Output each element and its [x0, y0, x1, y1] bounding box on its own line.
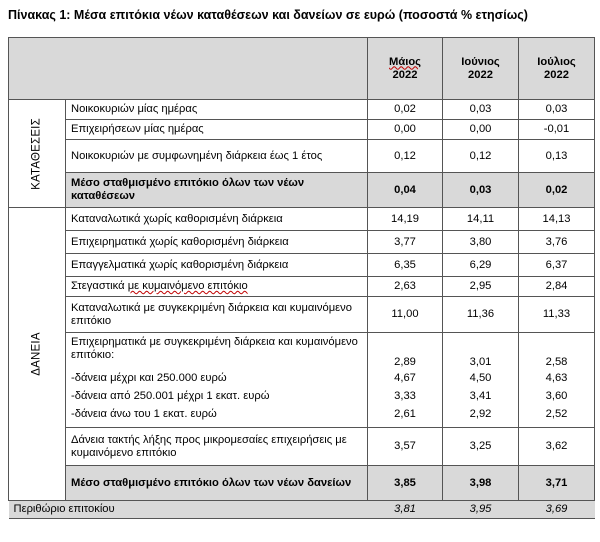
table-row: -δάνεια από 250.001 μέχρι 1 εκατ. ευρώ 3,33 3,41 3,60	[9, 388, 595, 406]
row-label: Επαγγελματικά χωρίς καθορισμένη διάρκεια	[66, 254, 368, 277]
row-label: Επιχειρήσεων μίας ημέρας	[66, 120, 368, 140]
table-row: Καταναλωτικά με συγκεκριμένη διάρκεια και κυμαινόμενο επιτόκιο 11,00 11,36 11,33	[9, 297, 595, 333]
row-label: Επιχειρηματικά χωρίς καθορισμένη διάρκεια	[66, 231, 368, 254]
row-label: -δάνεια μέχρι και 250.000 ευρώ	[66, 370, 368, 388]
row-label: Καταναλωτικά με συγκεκριμένη διάρκεια και κυμαινόμενο επιτόκιο	[66, 297, 368, 333]
row-label: Επιχειρηματικά με συγκεκριμένη διάρκεια και κυμαινόμενο επιτόκιο:	[66, 333, 368, 370]
row-label: Μέσο σταθμισμένο επιτόκιο όλων των νέων δανείων	[66, 466, 368, 501]
row-label: Καταναλωτικά χωρίς καθορισμένη διάρκεια	[66, 208, 368, 231]
header-blank	[9, 38, 368, 100]
table-row: Επαγγελματικά χωρίς καθορισμένη διάρκεια 6,35 6,29 6,37	[9, 254, 595, 277]
margin-row: Περιθώριο επιτοκίου 3,81 3,95 3,69	[9, 501, 595, 519]
row-label: Στεγαστικά με κυμαινόμενο επιτόκιο	[66, 277, 368, 297]
col-header-may: Μάιος 2022	[368, 38, 443, 100]
loans-average-row: Μέσο σταθμισμένο επιτόκιο όλων των νέων δανείων 3,85 3,98 3,71	[9, 466, 595, 501]
table-row: Επιχειρήσεων μίας ημέρας 0,00 0,00 -0,01	[9, 120, 595, 140]
row-label: Περιθώριο επιτοκίου	[9, 501, 368, 519]
table-row: Δάνεια τακτής λήξης προς μικρομεσαίες επιχειρήσεις με κυμαινόμενο επιτόκιο 3,57 3,25 3,62	[9, 428, 595, 466]
row-label: Νοικοκυριών με συμφωνημένη διάρκεια έως 1 έτος	[66, 140, 368, 173]
table-row: ΚΑΤΑΘΕΣΕΙΣ Νοικοκυριών μίας ημέρας 0,02 0,03 0,03	[9, 100, 595, 120]
col-header-july: Ιούλιος 2022	[519, 38, 595, 100]
table-row: Επιχειρηματικά χωρίς καθορισμένη διάρκεια 3,77 3,80 3,76	[9, 231, 595, 254]
row-label: Μέσο σταθμισμένο επιτόκιο όλων των νέων καταθέσεων	[66, 173, 368, 208]
table-title: Πίνακας 1: Μέσα επιτόκια νέων καταθέσεων και δανείων σε ευρώ (ποσοστά % ετησίως)	[8, 8, 528, 22]
row-label: Νοικοκυριών μίας ημέρας	[66, 100, 368, 120]
table-row: -δάνεια μέχρι και 250.000 ευρώ 4,67 4,50 4,63	[9, 370, 595, 388]
interest-rates-table	[8, 37, 595, 519]
table-row: Επιχειρηματικά με συγκεκριμένη διάρκεια και κυμαινόμενο επιτόκιο: 2,89 3,01 2,58	[9, 333, 595, 370]
table-row: Στεγαστικά με κυμαινόμενο επιτόκιο 2,63 2,95 2,84	[9, 277, 595, 297]
table-row: ΔΑΝΕΙΑ Καταναλωτικά χωρίς καθορισμένη διάρκεια 14,19 14,11 14,13	[9, 208, 595, 231]
row-label: Δάνεια τακτής λήξης προς μικρομεσαίες επιχειρήσεις με κυμαινόμενο επιτόκιο	[66, 428, 368, 466]
table-row: -δάνεια άνω του 1 εκατ. ευρώ 2,61 2,92 2,52	[9, 406, 595, 428]
table-row: Νοικοκυριών με συμφωνημένη διάρκεια έως 1 έτος 0,12 0,12 0,13	[9, 140, 595, 173]
row-label: -δάνεια άνω του 1 εκατ. ευρώ	[66, 406, 368, 428]
category-deposits: ΚΑΤΑΘΕΣΕΙΣ	[9, 100, 66, 208]
col-header-june: Ιούνιος 2022	[443, 38, 519, 100]
header-row	[9, 38, 595, 100]
category-loans: ΔΑΝΕΙΑ	[9, 208, 66, 501]
row-label: -δάνεια από 250.001 μέχρι 1 εκατ. ευρώ	[66, 388, 368, 406]
deposits-average-row: Μέσο σταθμισμένο επιτόκιο όλων των νέων καταθέσεων 0,04 0,03 0,02	[9, 173, 595, 208]
